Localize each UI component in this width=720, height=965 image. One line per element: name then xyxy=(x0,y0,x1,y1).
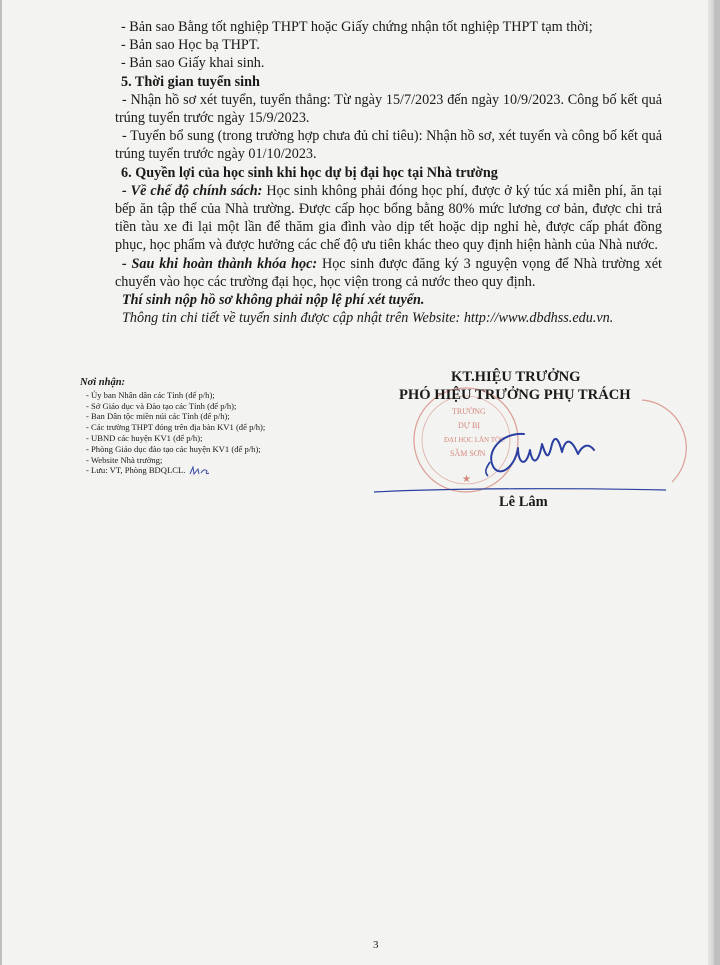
svg-text:★: ★ xyxy=(462,474,471,485)
signature-title-line1: KT.HIỆU TRƯỞNG xyxy=(451,369,581,385)
recipient-item: - Các trường THPT đóng trên địa bàn KV1 (để p/h); xyxy=(86,422,266,433)
svg-text:ĐẠI HỌC LẦN TỘC: ĐẠI HỌC LẦN TỘC xyxy=(444,436,505,444)
recipient-item: - Lưu: VT, Phòng BDQLCL. xyxy=(86,465,380,476)
paragraph: - Tuyển bổ sung (trong trường hợp chưa đủ chỉ tiêu): Nhận hồ sơ, xét tuyển và công bố kết quả trúng tuyển trước ngày 01/10/2023. xyxy=(115,128,662,163)
list-item: - Bản sao Bằng tốt nghiệp THPT hoặc Giấy chứng nhận tốt nghiệp THPT tạm thời; xyxy=(121,19,593,35)
recipient-item: - UBND các huyện KV1 (để p/h); xyxy=(86,432,203,443)
section-heading: 6. Quyền lợi của học sinh khi học dự bị đại học tại Nhà trường xyxy=(121,164,498,181)
paragraph xyxy=(115,182,662,255)
note-website: Thông tin chi tiết về tuyển sinh được cập nhật trên Website: http://www.dbdhss.edu.vn. xyxy=(122,310,614,327)
page-edge-shadow xyxy=(708,0,714,965)
recipient-item: - Ủy ban Nhân dân các Tỉnh (để p/h); xyxy=(86,389,215,400)
recipient-item: - Website Nhà trường; xyxy=(86,454,163,465)
signer-name: Lê Lâm xyxy=(499,494,548,510)
svg-text:SẦM SƠN: SẦM SƠN xyxy=(450,449,486,458)
page-number: 3 xyxy=(373,939,379,951)
recipient-item: - Sở Giáo dục và Đào tạo các Tỉnh (để p/h); xyxy=(86,400,237,411)
section-heading: 5. Thời gian tuyển sinh xyxy=(121,73,260,90)
list-item: - Bản sao Học bạ THPT. xyxy=(121,37,260,54)
recipients-block xyxy=(80,378,380,476)
initial-scribble-icon xyxy=(188,466,210,476)
list-item: - Bản sao Giấy khai sinh. xyxy=(121,55,265,72)
recipient-item: - Phòng Giáo dục đào tạo các huyện KV1 (để p/h); xyxy=(86,443,261,454)
recipients-title: Nơi nhận: xyxy=(80,377,126,388)
document-body xyxy=(115,18,662,327)
svg-text:DỰ BỊ: DỰ BỊ xyxy=(458,421,480,430)
document-page xyxy=(2,0,714,965)
paragraph-label: - Về chế độ chính sách: xyxy=(122,182,263,199)
paragraph: - Nhận hồ sơ xét tuyển, tuyển thẳng: Từ ngày 15/7/2023 đến ngày 10/9/2023. Công bố kết quả trúng tuyển trước ngày 15/9/2023. xyxy=(115,91,662,127)
paragraph xyxy=(115,255,662,291)
note-bold: Thí sinh nộp hồ sơ không phải nộp lệ phí xét tuyển. xyxy=(122,292,425,309)
svg-text:TRƯỜNG: TRƯỜNG xyxy=(452,407,486,416)
signature-title-line2: PHÓ HIỆU TRƯỞNG PHỤ TRÁCH xyxy=(399,387,631,403)
paragraph-text: Học sinh được đăng ký 3 nguyện vọng để Nhà trường xét chuyển vào học các trường đại học, học viện trong cả nước theo quy định. xyxy=(115,255,662,290)
recipient-item: - Ban Dân tộc miền núi các Tỉnh (để p/h); xyxy=(86,411,230,422)
paragraph-text: Học sinh không phải đóng học phí, được ở ký túc xá miễn phí, ăn tại bếp ăn tập thể của Nhà trường. Được cấp học bổng bằng 80% mức lương cơ bản, được chi trả tiền tàu xe đi lại một lần để thăm gia đình vào dịp tết hoặc dịp nghỉ hè, được cấp phát đồng phục, học phẩm và được hưởng các chế độ ưu tiên khác theo quy định hiện hành của Nhà nước. xyxy=(115,182,662,254)
paragraph-label: - Sau khi hoàn thành khóa học: xyxy=(122,255,318,272)
